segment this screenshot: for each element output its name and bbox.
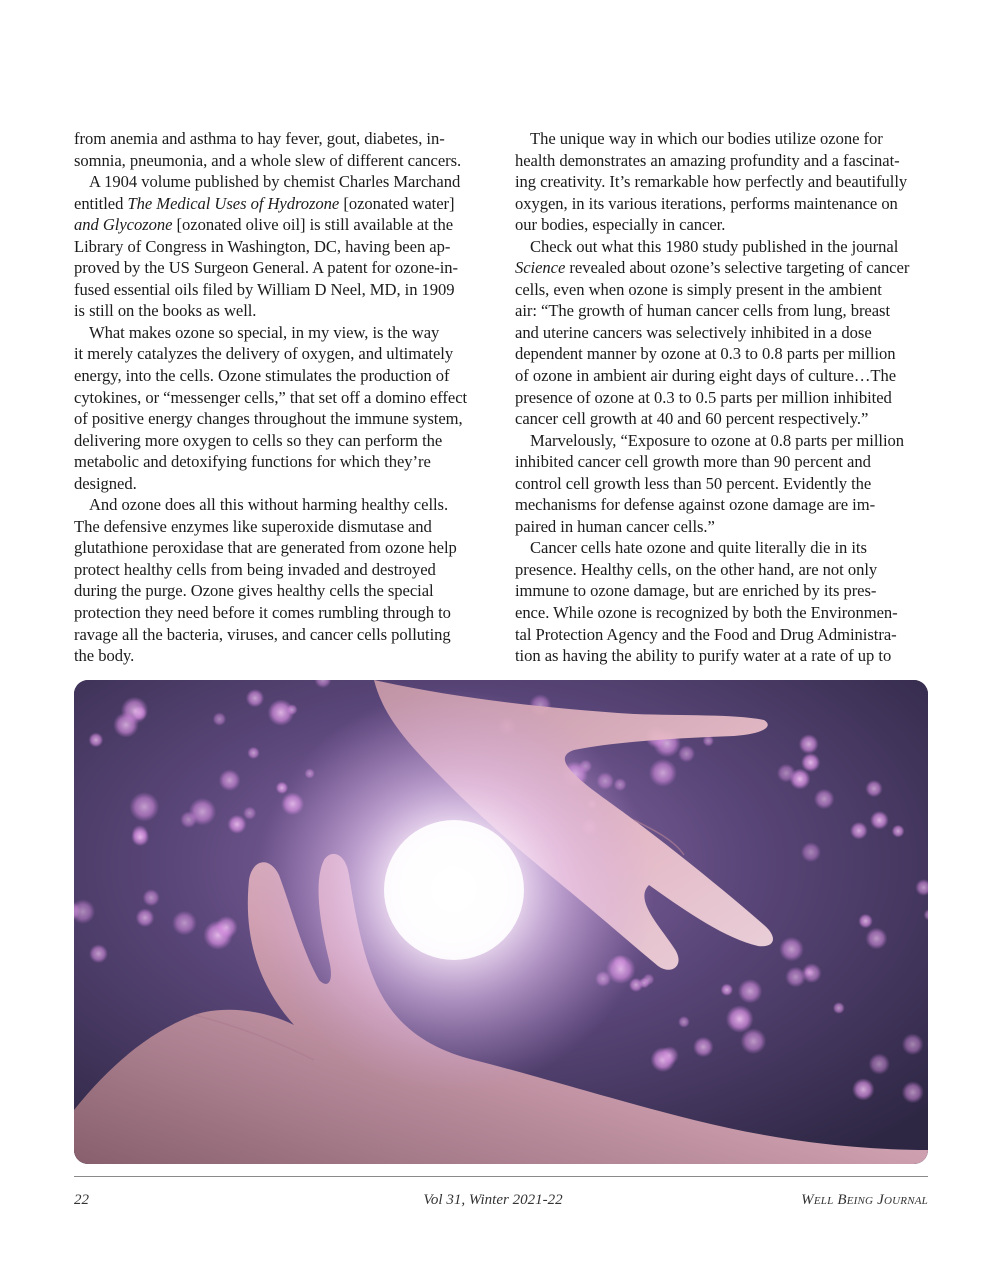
article-line: glutathione peroxidase that are generated from ozone help xyxy=(74,538,457,558)
light-particle xyxy=(113,712,139,738)
article-line: immune to ozone damage, but are enriched by its pres- xyxy=(515,581,877,601)
publication-name: Well Being Journal xyxy=(801,1192,928,1208)
light-particle xyxy=(247,747,259,759)
article-line: ravage all the bacteria, viruses, and cancer cells polluting xyxy=(74,624,451,644)
light-particle xyxy=(172,911,197,936)
article-line: dependent manner by ozone at 0.3 to 0.8 parts per million xyxy=(515,344,896,364)
light-particle xyxy=(136,908,155,927)
article-line: fused essential oils filed by William D Neel, MD, in 1909 xyxy=(74,279,455,299)
article-line: What makes ozone so special, in my view, is the way xyxy=(89,322,440,342)
article-line: entitled The Medical Uses of Hydrozone [ozonated water] xyxy=(74,193,455,213)
article-line: The unique way in which our bodies utilize ozone for xyxy=(530,129,883,148)
light-particle xyxy=(833,1002,845,1014)
light-particle xyxy=(287,704,298,715)
light-particle xyxy=(143,889,160,906)
light-particle xyxy=(870,811,889,830)
article-line: metabolic and detoxifying functions for which they’re xyxy=(74,452,431,472)
light-particle xyxy=(866,928,888,950)
article-line: Check out what this 1980 study published in the journal xyxy=(530,236,899,256)
article-line: and uterine cancers was selectively inhibited in a dose xyxy=(515,322,872,342)
light-particle xyxy=(858,914,873,929)
article-line: cancer cell growth at 40 and 60 percent respectively.” xyxy=(515,409,869,429)
light-particle xyxy=(243,806,256,819)
article-line: it merely catalyzes the delivery of oxygen, and ultimately xyxy=(74,344,454,364)
article-line: control cell growth less than 50 percent. Evidently the xyxy=(515,473,872,493)
light-particle xyxy=(219,769,241,791)
article-line: air: “The growth of human cancer cells from lung, breast xyxy=(515,301,891,321)
article-line: Library of Congress in Washington, DC, having been ap- xyxy=(74,236,451,256)
light-particle xyxy=(189,798,217,826)
light-particle xyxy=(869,1053,890,1074)
article-column-right xyxy=(515,128,929,667)
light-particle xyxy=(129,792,159,822)
article-column-left xyxy=(74,128,486,667)
light-particle xyxy=(865,780,882,797)
article-line: of positive energy changes throughout the immune system, xyxy=(74,409,463,429)
light-particle xyxy=(799,734,819,754)
article-line: paired in human cancer cells.” xyxy=(515,516,715,536)
light-particle xyxy=(801,842,821,862)
light-particle xyxy=(131,828,149,846)
light-particle xyxy=(779,937,804,962)
light-particle xyxy=(852,1078,874,1100)
article-line: proved by the US Surgeon General. A patent for ozone-in- xyxy=(74,258,458,278)
article-line: tion as having the ability to purify water at a rate of up to xyxy=(515,646,892,666)
light-particle xyxy=(801,753,820,772)
article-line: presence. Healthy cells, on the other hand, are not only xyxy=(515,559,878,579)
article-line: our bodies, especially in cancer. xyxy=(515,215,726,235)
light-particle xyxy=(649,759,677,787)
light-particle xyxy=(721,983,734,996)
light-particle xyxy=(740,1028,766,1054)
article-line: tal Protection Agency and the Food and Drug Administra- xyxy=(515,624,897,644)
light-particle xyxy=(215,916,238,939)
article-line: protect healthy cells from being invaded and destroyed xyxy=(74,559,436,579)
light-particle xyxy=(643,974,655,986)
light-particle xyxy=(785,967,806,988)
light-particle xyxy=(246,689,264,707)
page-number: 22 xyxy=(74,1192,89,1208)
article-line: somnia, pneumonia, and a whole slew of different cancers. xyxy=(74,150,462,170)
article-line: energy, into the cells. Ozone stimulates the production of xyxy=(74,366,450,386)
article-line: the body. xyxy=(74,646,135,666)
article-line: of ozone in ambient air during eight days of culture…The xyxy=(515,366,897,386)
article-line: mechanisms for defense against ozone damage are im- xyxy=(515,495,876,515)
article-line: Marvelously, “Exposure to ozone at 0.8 parts per million xyxy=(530,430,905,450)
article-line: inhibited cancer cell growth more than 90 percent and xyxy=(515,452,871,472)
light-particle xyxy=(678,745,695,762)
light-particle xyxy=(213,712,227,726)
article-line: presence of ozone at 0.3 to 0.5 parts per million inhibited xyxy=(515,387,892,407)
article-line: Cancer cells hate ozone and quite literally die in its xyxy=(530,538,867,558)
article-line: ence. While ozone is recognized by both the Environmen- xyxy=(515,603,898,623)
article-line: And ozone does all this without harming healthy cells. xyxy=(89,495,449,515)
article-line: cells, even when ozone is simply present in the ambient xyxy=(515,279,882,299)
light-particle xyxy=(89,944,108,963)
article-line: delivering more oxygen to cells so they can perform the xyxy=(74,430,443,450)
light-particle xyxy=(902,1081,924,1103)
article-line: A 1904 volume published by chemist Charles Marchand xyxy=(89,172,461,192)
article-line: health demonstrates an amazing profundity and a fascinat- xyxy=(515,150,900,170)
light-particle xyxy=(693,1037,714,1058)
light-particle xyxy=(678,1016,690,1028)
light-particle xyxy=(227,815,246,834)
light-particle xyxy=(814,789,835,810)
article-line: is still on the books as well. xyxy=(74,301,257,321)
light-particle xyxy=(777,764,796,783)
article-line: cytokines, or “messenger cells,” that set off a domino effect xyxy=(74,387,468,407)
article-line: protection they need before it comes rumbling through to xyxy=(74,603,451,623)
footer-rule xyxy=(74,1176,928,1177)
light-particle xyxy=(660,1046,679,1065)
article-line: and Glycozone [ozonated olive oil] is still available at the xyxy=(74,215,454,235)
article-line: designed. xyxy=(74,473,137,493)
light-particle xyxy=(726,1005,754,1033)
light-particle xyxy=(902,1033,924,1055)
light-particle xyxy=(738,979,763,1004)
article-line: Science revealed about ozone’s selective targeting of cancer xyxy=(515,258,910,278)
article-line: The defensive enzymes like superoxide dismutase and xyxy=(74,516,432,536)
light-particle xyxy=(89,733,104,748)
issue-info: Vol 31, Winter 2021-22 xyxy=(423,1192,563,1208)
article-line: oxygen, in its various iterations, performs maintenance on xyxy=(515,193,898,213)
article-line: from anemia and asthma to hay fever, gout, diabetes, in- xyxy=(74,129,445,148)
light-particle xyxy=(850,822,868,840)
article-line: during the purge. Ozone gives healthy cells the special xyxy=(74,581,434,601)
article-line: ing creativity. It’s remarkable how perfectly and beautifully xyxy=(515,172,908,192)
light-particle xyxy=(892,825,905,838)
article-photo-hands-light xyxy=(74,680,928,1164)
